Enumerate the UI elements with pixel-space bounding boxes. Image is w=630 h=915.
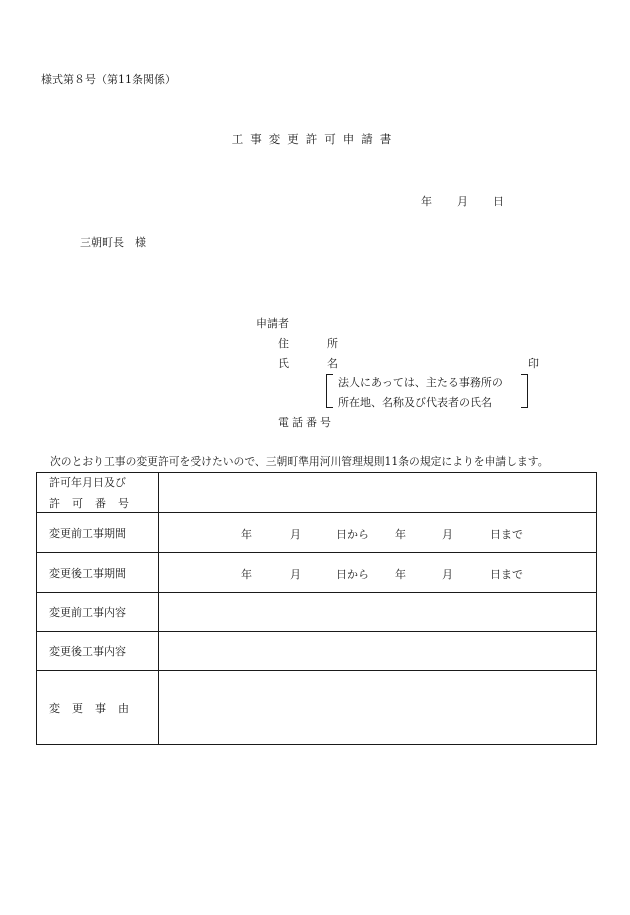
- after-day-from: 日から: [336, 567, 369, 581]
- before-year-to: 年: [395, 527, 406, 541]
- before-content-label: 変更前工事内容: [37, 593, 159, 632]
- before-month-from: 月: [290, 527, 301, 541]
- phone-label: 電話番号: [278, 416, 334, 429]
- reason-label: 変更事由: [37, 671, 159, 745]
- permit-label-cell: [37, 473, 159, 513]
- before-period-label: 変更前工事期間: [37, 513, 159, 553]
- request-statement: 次のとおり工事の変更許可を受けたいので、三朝町準用河川管理規則11条の規定によりを申請します。: [50, 455, 549, 468]
- left-bracket: [326, 374, 333, 408]
- after-period-field[interactable]: [159, 553, 597, 593]
- permit-label-line-1: 許可年月日及び: [49, 476, 126, 489]
- table-row-after-content: [37, 632, 597, 671]
- document-title: 工事変更許可申請書: [231, 132, 399, 146]
- before-period-field[interactable]: [159, 513, 597, 553]
- after-year-to: 年: [395, 567, 406, 581]
- before-day-from: 日から: [336, 527, 369, 541]
- before-content-field[interactable]: [159, 593, 597, 632]
- corporate-note-line-1: 法人にあっては、主たる事務所の: [338, 376, 503, 389]
- reason-field[interactable]: [159, 671, 597, 745]
- applicant-heading: 申請者: [256, 317, 289, 330]
- after-month-from: 月: [290, 567, 301, 581]
- after-content-field[interactable]: [159, 632, 597, 671]
- table-row-before-period: [37, 513, 597, 553]
- form-number: 様式第８号（第11条関係）: [41, 73, 176, 86]
- after-content-label: 変更後工事内容: [37, 632, 159, 671]
- table-row-reason: [37, 671, 597, 745]
- before-month-to: 月: [442, 527, 453, 541]
- right-bracket: [521, 374, 528, 408]
- address-label-part-1: 住: [278, 337, 289, 350]
- application-table: [36, 472, 597, 745]
- after-year-from: 年: [241, 567, 252, 581]
- before-year-from: 年: [241, 527, 252, 541]
- table-row-before-content: [37, 593, 597, 632]
- addressee: 三朝町長 様: [80, 236, 146, 249]
- date-day-label: 日: [493, 195, 504, 208]
- address-label-part-2: 所: [327, 337, 338, 350]
- after-day-to: 日まで: [490, 567, 523, 581]
- seal-mark: 印: [528, 357, 539, 370]
- date-year-label: 年: [421, 195, 432, 208]
- name-label-part-1: 氏: [278, 357, 289, 370]
- after-period-label: 変更後工事期間: [37, 553, 159, 593]
- date-month-label: 月: [457, 195, 468, 208]
- table-row-after-period: [37, 553, 597, 593]
- permit-label-line-2: 許可番号: [49, 497, 141, 510]
- corporate-note-line-2: 所在地、名称及び代表者の氏名: [338, 396, 492, 409]
- permit-value-field[interactable]: [159, 473, 597, 513]
- after-month-to: 月: [442, 567, 453, 581]
- table-row-permit: [37, 473, 597, 513]
- before-day-to: 日まで: [490, 527, 523, 541]
- name-label-part-2: 名: [327, 357, 338, 370]
